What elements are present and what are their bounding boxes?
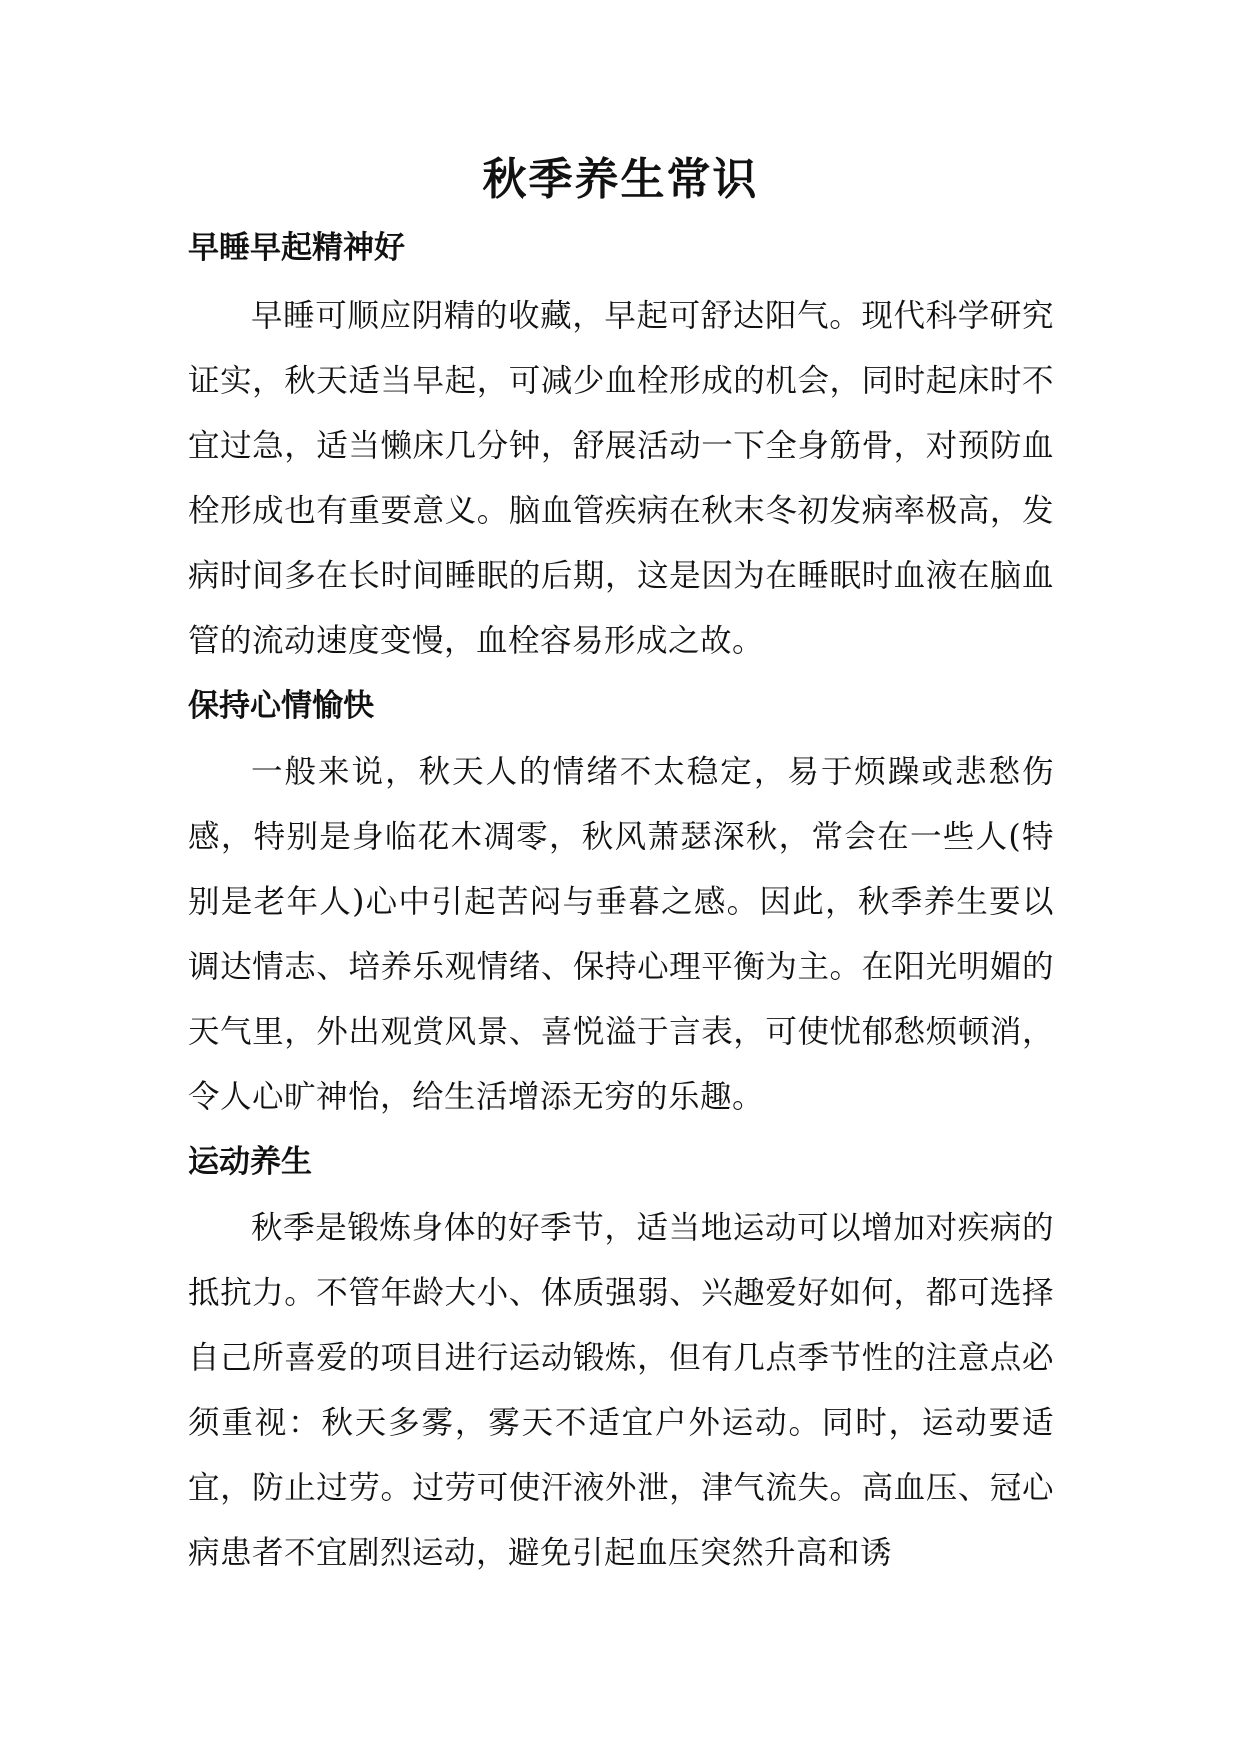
- section-paragraph-good-mood: 一般来说，秋天人的情绪不太稳定，易于烦躁或悲愁伤感，特别是身临花木凋零，秋风萧瑟深秋，常会在一些人(特别是老年人)心中引起苦闷与垂暮之感。因此，秋季养生要以调达情志、培养乐观情绪、保持心理平衡为主。在阳光明媚的天气里，外出观赏风景、喜悦溢于言表，可使忧郁愁烦顿消，令人心旷神怡，给生活增添无穷的乐趣。: [188, 754, 1054, 1115]
- document-title: 秋季养生常识: [482, 154, 759, 205]
- section-paragraph-exercise: 秋季是锻炼身体的好季节，适当地运动可以增加对疾病的抵抗力。不管年龄大小、体质强弱、兴趣爱好如何，都可选择自己所喜爱的项目进行运动锻炼，但有几点季节性的注意点必须重视：秋天多雾，雾天不适宜户外运动。同时，运动要适宜，防止过劳。过劳可使汗液外泄，津气流失。高血压、冠心病患者不宜剧烈运动，避免引起血压突然升高和诱: [188, 1210, 1054, 1571]
- section-paragraph-early-sleep: 早睡可顺应阴精的收藏，早起可舒达阳气。现代科学研究证实，秋天适当早起，可减少血栓形成的机会，同时起床时不宜过急，适当懒床几分钟，舒展活动一下全身筋骨，对预防血栓形成也有重要意义。脑血管疾病在秋末冬初发病率极高，发病时间多在长时间睡眠的后期，这是因为在睡眠时血液在脑血管的流动速度变慢，血栓容易形成之故。: [188, 298, 1054, 659]
- section-heading-good-mood: 保持心情愉快: [188, 688, 374, 724]
- section-heading-exercise: 运动养生: [188, 1144, 312, 1180]
- section-heading-early-sleep: 早睡早起精神好: [188, 230, 405, 266]
